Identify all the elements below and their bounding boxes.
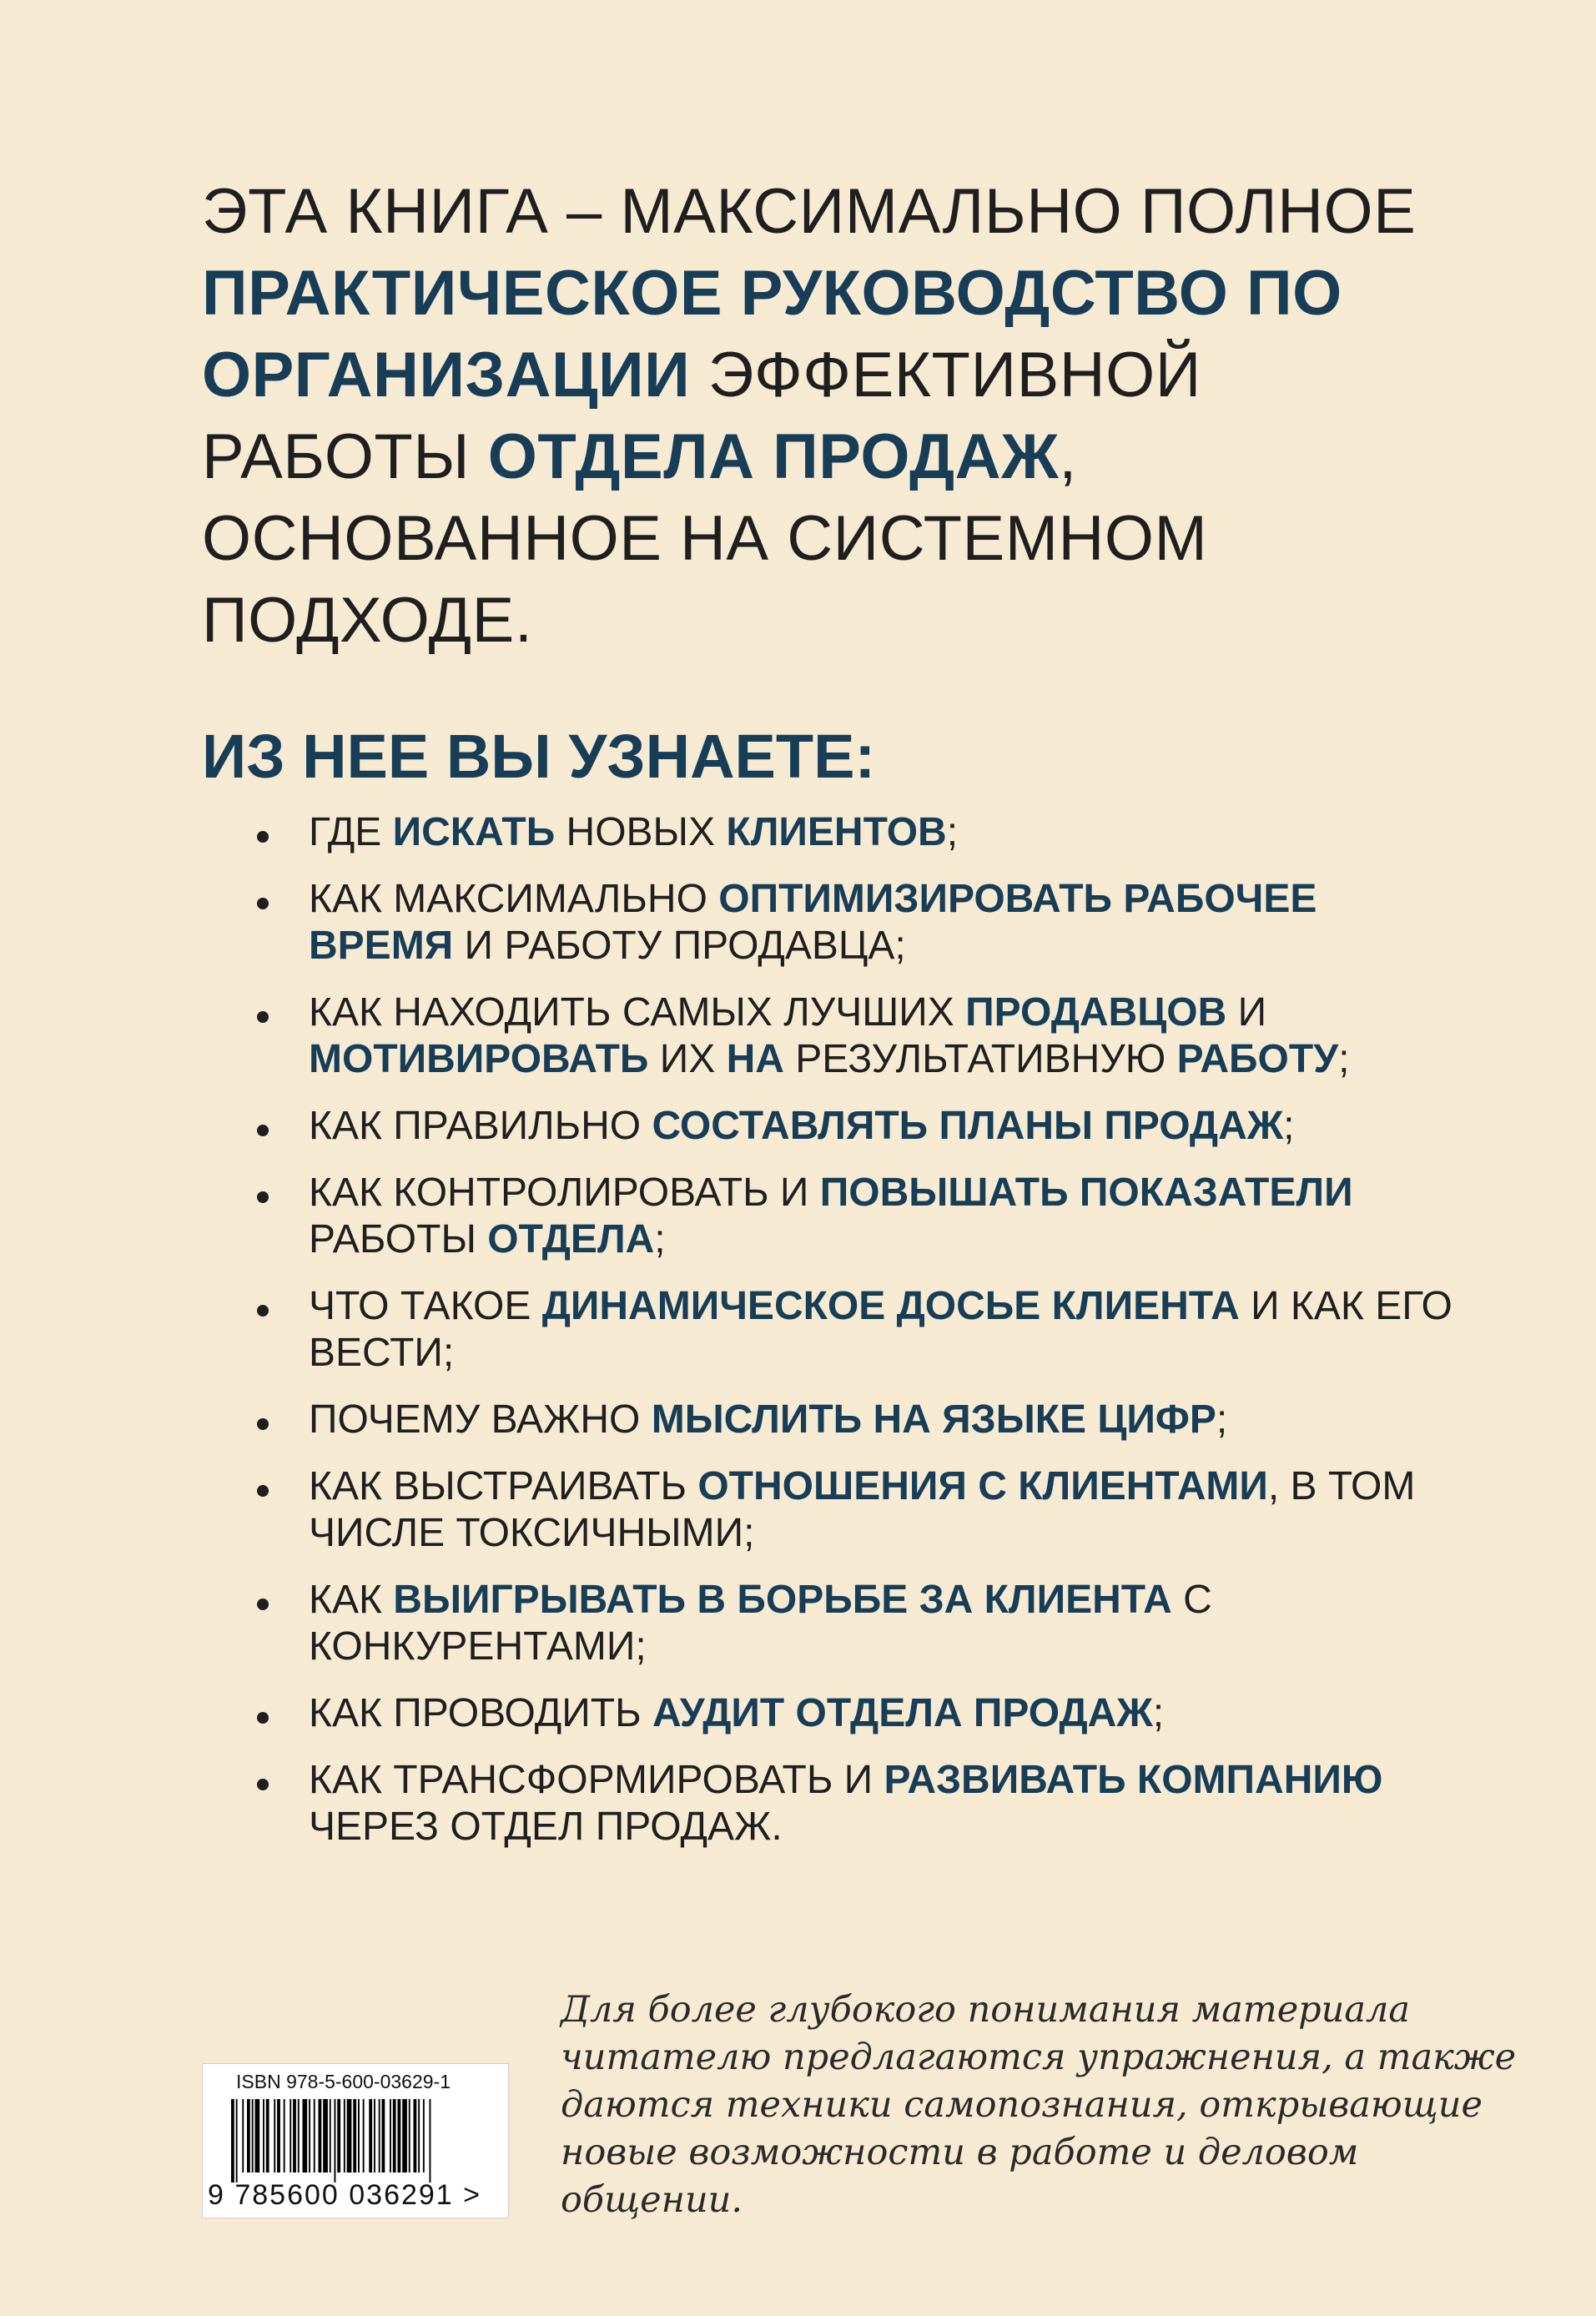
bullet-text: И КАК ЕГО ВЕСТИ; (309, 1284, 1453, 1375)
intro-segment: ЭТА КНИГА – МАКСИМАЛЬНО ПОЛНОЕ (202, 176, 1417, 247)
bullet-item (202, 1283, 1453, 1377)
bullet-list (202, 809, 1453, 1870)
bullet-item (202, 1757, 1453, 1850)
barcode-bar (252, 2099, 254, 2173)
barcode-bar (337, 2099, 340, 2173)
barcode-bar (293, 2099, 296, 2173)
intro-paragraph (202, 171, 1453, 662)
barcode-bar (363, 2099, 365, 2173)
bullet-text: КАК ПРАВИЛЬНО (309, 1104, 652, 1148)
bullet-text: И (1226, 990, 1267, 1035)
barcode-bar (393, 2099, 396, 2173)
bullet-dot-icon (257, 898, 269, 909)
bullet-accent: ОПТИМИЗИРОВАТЬ РАБОЧЕЕ ВРЕМЯ (309, 877, 1317, 968)
bullet-text: ИХ (648, 1037, 727, 1081)
isbn-label: ISBN 978-5-600-03629-1 (236, 2071, 451, 2092)
bullet-text: С КОНКУРЕНТАМИ; (309, 1578, 1212, 1669)
bullet-accent: ДИНАМИЧЕСКОЕ ДОСЬЕ КЛИЕНТА (541, 1284, 1240, 1328)
bullet-text: КАК ТРАНСФОРМИРОВАТЬ И (309, 1758, 884, 1802)
bullet-text: ; (654, 1217, 666, 1261)
barcode-bar (382, 2099, 385, 2173)
intro-segment-accent: ПРАКТИЧЕСКОЕ РУКОВОДСТВО ПО ОРГАНИЗАЦИИ (202, 258, 1342, 410)
bullet-text: ; (1216, 1397, 1228, 1442)
bullet-text: КАК ВЫСТРАИВАТЬ (309, 1464, 698, 1508)
barcode-bar (409, 2099, 410, 2173)
barcode-bar (298, 2099, 300, 2173)
barcode-bar (266, 2099, 269, 2173)
bullet-dot-icon (257, 1599, 269, 1610)
isbn-barcode-block (202, 2063, 509, 2218)
bullet-text: ЧТО ТАКОЕ (309, 1284, 542, 1328)
bullet-text: ЧЕРЕЗ ОТДЕЛ ПРОДАЖ. (309, 1805, 783, 1849)
bullet-item (202, 1397, 1453, 1443)
barcode-bar (303, 2099, 308, 2173)
barcode-bar (374, 2099, 375, 2173)
barcode-bar (330, 2099, 331, 2173)
bullet-dot-icon (257, 1125, 269, 1136)
bullet-item (202, 989, 1453, 1083)
bullet-item (202, 1103, 1453, 1150)
barcode-bar (309, 2099, 310, 2173)
barcode-bar (358, 2099, 360, 2173)
bullet-item (202, 1577, 1453, 1670)
bullet-accent: МОТИВИРОВАТЬ (309, 1037, 649, 1081)
barcode-digits: 9 785600 036291 > (208, 2179, 482, 2211)
barcode-bar (314, 2099, 315, 2173)
barcode-bar (284, 2099, 285, 2173)
barcode-bar (347, 2099, 352, 2173)
bullet-accent: ОТДЕЛА (487, 1217, 655, 1261)
barcode-bar (369, 2099, 372, 2173)
bullet-dot-icon (257, 1779, 269, 1790)
bullet-accent: КЛИЕНТОВ (726, 810, 947, 854)
bullet-item (202, 1463, 1453, 1557)
bullet-accent: ВЫИГРЫВАТЬ В БОРЬБЕ ЗА КЛИЕНТА (393, 1578, 1172, 1622)
bullet-accent: СОСТАВЛЯТЬ ПЛАНЫ ПРОДАЖ (652, 1104, 1284, 1148)
bullet-dot-icon (257, 1305, 269, 1317)
bullet-text: ГДЕ (309, 810, 393, 854)
barcode-bar (418, 2099, 420, 2173)
bullet-text: ; (1152, 1691, 1165, 1735)
bullet-text: ; (1338, 1037, 1350, 1081)
barcode-bar (414, 2099, 417, 2173)
learn-heading: ИЗ НЕЕ ВЫ УЗНАЕТЕ: (202, 722, 876, 791)
bullet-accent: АУДИТ ОТДЕЛА ПРОДАЖ (652, 1691, 1153, 1735)
note-paragraph: Для более глубокого понимания материала читателю предлагаются упражнения, а также даются техники самопознания, открывающие новые возможности в работе и деловом общении. (561, 1989, 1517, 2221)
bullet-accent: РАЗВИВАТЬ КОМПАНИЮ (884, 1758, 1383, 1802)
barcode-bar (430, 2099, 431, 2183)
barcode-bar (335, 2099, 336, 2183)
bullet-dot-icon (257, 831, 269, 843)
bullet-dot-icon (257, 1712, 269, 1724)
bullet-text: НОВЫХ (555, 810, 727, 854)
barcode-bar (289, 2099, 291, 2173)
intro-segment: , ОСНОВАННОЕ НА СИСТЕМНОМ ПОДХОДЕ. (202, 421, 1208, 656)
barcode-bar (423, 2099, 425, 2173)
bullet-item (202, 1690, 1453, 1737)
barcode-bar (231, 2099, 234, 2183)
bullet-dot-icon (257, 1418, 269, 1430)
intro-segment-accent: ОТДЕЛА ПРОДАЖ (487, 421, 1060, 492)
barcode-bar (398, 2099, 401, 2173)
barcode-bar (379, 2099, 380, 2173)
bullet-text: КАК МАКСИМАЛЬНО (309, 877, 719, 921)
bullet-accent: МЫСЛИТЬ НА ЯЗЫКЕ ЦИФР (651, 1397, 1216, 1442)
bullet-text: , В ТОМ ЧИСЛЕ ТОКСИЧНЫМИ; (309, 1464, 1416, 1555)
barcode-bar (353, 2099, 356, 2173)
bullet-text: КАК ПРОВОДИТЬ (309, 1691, 652, 1735)
bullet-accent: ПРОДАВЦОВ (965, 990, 1227, 1035)
bullet-text: РАБОТЫ (309, 1217, 488, 1261)
bullet-accent: ИСКАТЬ (392, 810, 556, 854)
barcode-bar (247, 2099, 250, 2173)
bullet-accent: ОТНОШЕНИЯ С КЛИЕНТАМИ (697, 1464, 1268, 1508)
barcode-bar (255, 2099, 260, 2173)
bullet-text: КАК КОНТРОЛИРОВАТЬ И (309, 1171, 820, 1215)
bullet-item (202, 1170, 1453, 1263)
barcode-bar (390, 2099, 391, 2173)
barcode-bar (236, 2099, 238, 2183)
bullet-dot-icon (257, 1485, 269, 1497)
barcode-bar (402, 2099, 407, 2173)
bullet-dot-icon (257, 1011, 269, 1023)
barcode-bar (344, 2099, 345, 2173)
bullet-accent: РАБОТУ (1176, 1037, 1339, 1081)
bullet-text: ; (946, 810, 959, 854)
bullet-dot-icon (257, 1191, 269, 1203)
bullet-accent: ПОВЫШАТЬ ПОКАЗАТЕЛИ (819, 1171, 1353, 1215)
bullet-text: И РАБОТУ ПРОДАВЦА; (453, 924, 906, 968)
bullet-text: КАК (309, 1578, 394, 1622)
bullet-item (202, 809, 1453, 856)
intro-segment: ЭФФЕКТИВНОЙ РАБОТЫ (202, 340, 1201, 492)
bullet-accent: НА (726, 1037, 784, 1081)
barcode-bar (319, 2099, 322, 2173)
barcode-bar (263, 2099, 264, 2173)
bullet-text: РЕЗУЛЬТАТИВНУЮ (783, 1037, 1177, 1081)
bullet-text: КАК НАХОДИТЬ САМЫХ ЛУЧШИХ (309, 990, 966, 1035)
barcode-bar (274, 2099, 275, 2173)
barcode-bar (323, 2099, 328, 2173)
bullet-item (202, 876, 1453, 969)
barcode-bar (277, 2099, 280, 2173)
bullet-text: ПОЧЕМУ ВАЖНО (309, 1397, 652, 1442)
barcode-icon (213, 2099, 498, 2183)
bullet-text: ; (1283, 1104, 1295, 1148)
barcode-bar (242, 2099, 244, 2173)
